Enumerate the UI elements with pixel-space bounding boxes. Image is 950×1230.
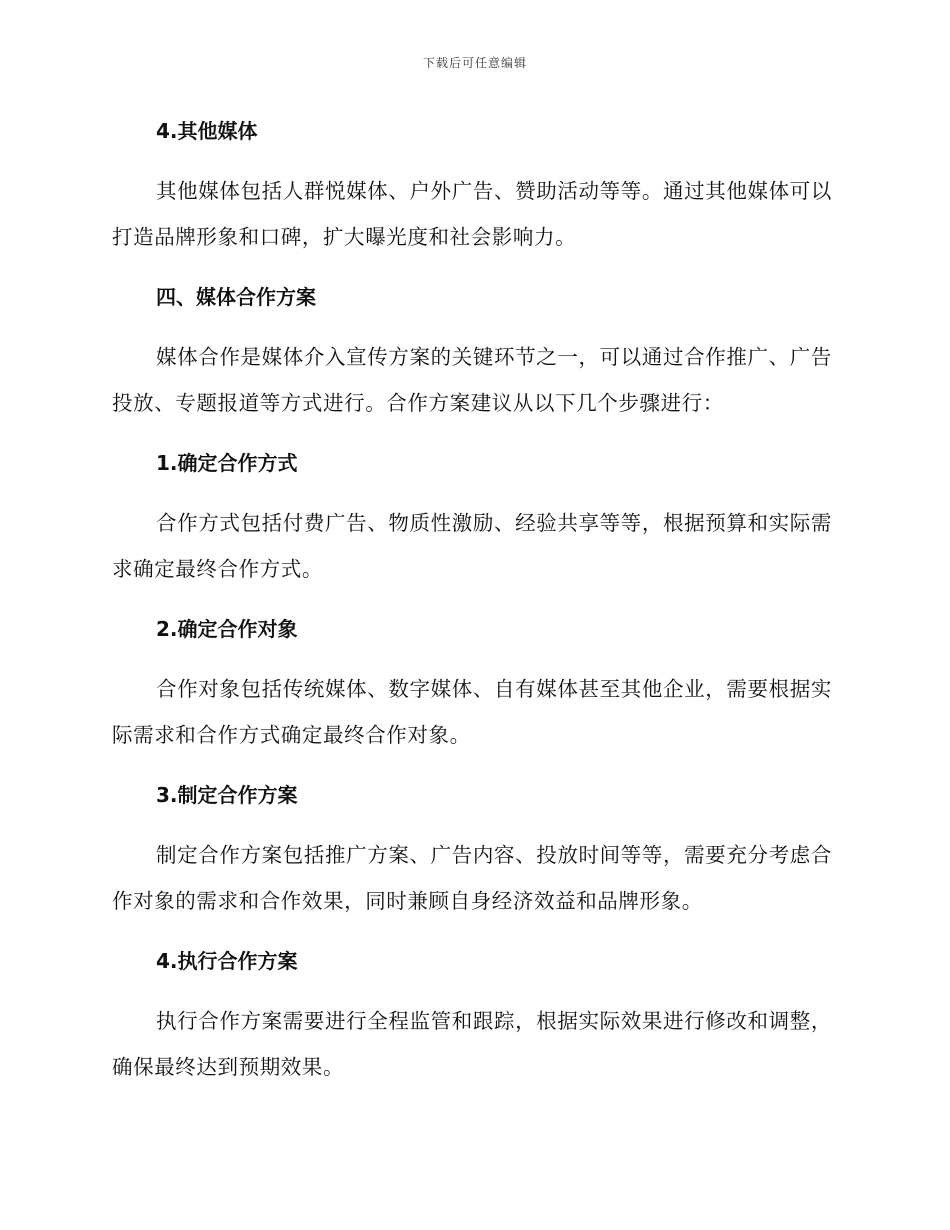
page-header: 下载后可任意编辑 (422, 56, 527, 70)
section-heading-determine-partner: 2.确定合作对象 (156, 617, 298, 641)
section-heading-formulate-plan: 3.制定合作方案 (156, 783, 298, 807)
section-heading-media-cooperation-plan: 四、媒体合作方案 (156, 285, 316, 309)
section-heading-execute-plan: 4.执行合作方案 (156, 949, 298, 973)
paragraph-execute-plan: 执行合作方案需要进行全程监管和跟踪，根据实际效果进行修改和调整，确保最终达到预期效果。 (112, 1009, 832, 1079)
paragraph-determine-method: 合作方式包括付费广告、物质性激励、经验共享等等，根据预算和实际需求确定最终合作方式。 (112, 511, 832, 581)
document-body (112, 108, 832, 1104)
paragraph-determine-partner: 合作对象包括传统媒体、数字媒体、自有媒体甚至其他企业，需要根据实际需求和合作方式确定最终合作对象。 (112, 677, 832, 747)
section-heading-determine-method: 1.确定合作方式 (156, 451, 298, 475)
section-heading-other-media: 4.其他媒体 (156, 119, 258, 143)
paragraph-other-media: 其他媒体包括人群悦媒体、户外广告、赞助活动等等。通过其他媒体可以打造品牌形象和口碑，扩大曝光度和社会影响力。 (112, 179, 832, 249)
paragraph-formulate-plan: 制定合作方案包括推广方案、广告内容、投放时间等等，需要充分考虑合作对象的需求和合作效果，同时兼顾自身经济效益和品牌形象。 (112, 843, 832, 913)
paragraph-media-cooperation-intro: 媒体合作是媒体介入宣传方案的关键环节之一，可以通过合作推广、广告投放、专题报道等方式进行。合作方案建议从以下几个步骤进行： (112, 345, 832, 415)
